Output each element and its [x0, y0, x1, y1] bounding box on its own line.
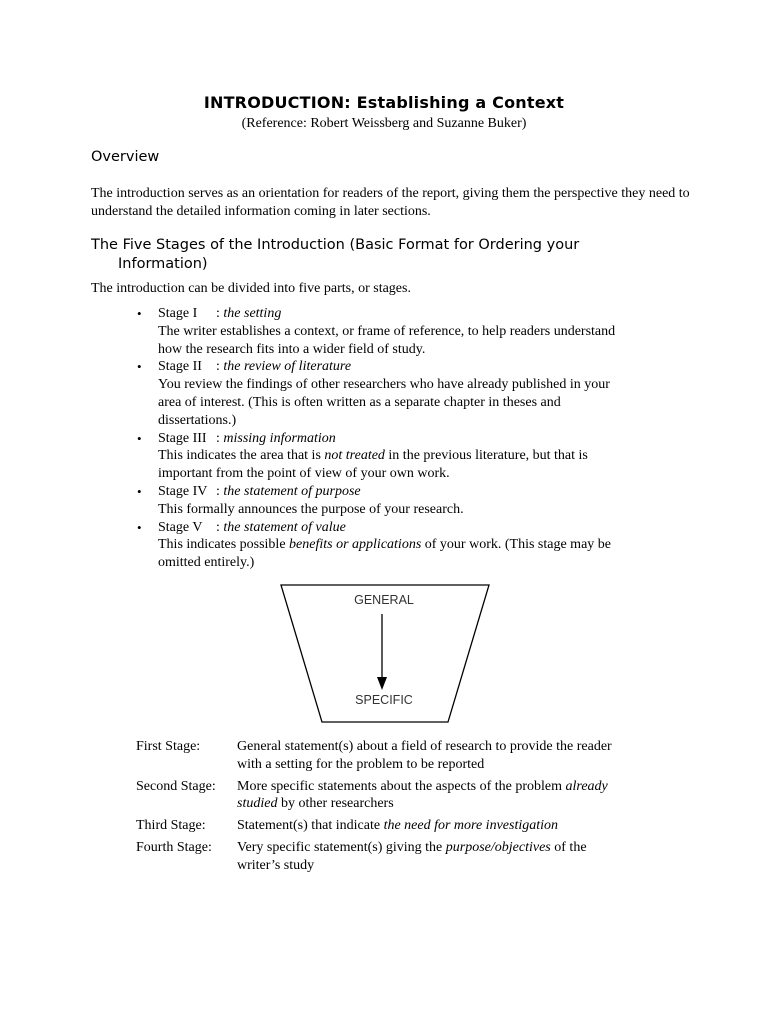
stage-list — [135, 305, 635, 572]
five-stages-heading-line2: Information) — [118, 256, 208, 272]
stage-table-row — [136, 738, 627, 778]
emphasis-text: the need for more investigation — [383, 818, 559, 834]
stage-label: Stage V — [158, 519, 203, 535]
description-text: More specific statements about the aspects of the problem — [237, 778, 566, 794]
stage-table-label: Fourth Stage: — [136, 839, 212, 855]
description-text: in the previous literature, but that is important from the point of view of your own work. — [158, 448, 588, 482]
stage-description — [158, 501, 635, 519]
stage-description-table — [136, 738, 627, 879]
stage-name: the statement of value — [223, 519, 346, 535]
stage-table-description — [237, 817, 627, 839]
stage-table-description — [237, 778, 627, 818]
stage-table-row — [136, 778, 627, 818]
stage-separator: : — [216, 483, 224, 499]
description-text: of your work. (This stage may be omitted entirely.) — [158, 537, 611, 571]
stage-separator: : — [216, 519, 224, 535]
description-text: Very specific statement(s) giving the — [237, 839, 446, 855]
stage-label: Stage I — [158, 306, 198, 321]
stage-label: Stage II — [158, 359, 202, 375]
description-text: Statement(s) that indicate — [237, 818, 384, 834]
five-stages-heading-line1: The Five Stages of the Introduction (Basic Format for Ordering your — [91, 237, 580, 253]
stage-description — [158, 323, 635, 359]
stage-description — [158, 536, 635, 572]
stage-table-description — [237, 738, 627, 778]
stage-list-item — [135, 430, 635, 483]
diagram-general-label: GENERAL — [354, 593, 414, 607]
bullet-icon: • — [137, 306, 142, 321]
emphasis-text: purpose/objectives — [445, 839, 551, 855]
stage-table-description — [237, 839, 627, 879]
stage-list-item — [135, 519, 635, 572]
stage-name: the review of literature — [223, 359, 352, 375]
stage-list-item — [135, 358, 635, 429]
stage-name: the setting — [223, 306, 282, 321]
description-text: General statement(s) about a field of research to provide the reader with a setting for the problem to be reported — [237, 739, 612, 772]
stage-table-row — [136, 839, 627, 879]
general-to-specific-diagram — [280, 584, 492, 724]
stage-table-label: First Stage: — [136, 739, 201, 754]
stage-label: Stage III — [158, 430, 207, 446]
emphasis-text: already studied — [237, 778, 608, 812]
description-text: This indicates possible — [158, 537, 290, 553]
page-title: INTRODUCTION: Establishing a Context — [203, 93, 565, 112]
emphasis-text: benefits or applications — [289, 537, 422, 553]
description-text: of the writer’s study — [237, 839, 587, 873]
overview-paragraph: The introduction serves as an orientation for readers of the report, giving them the perspective they need to understand the detailed information coming in later sections. — [91, 186, 690, 219]
diagram-specific-label: SPECIFIC — [355, 693, 413, 707]
reference-line: (Reference: Robert Weissberg and Suzanne Buker) — [241, 116, 527, 131]
stage-list-item — [135, 305, 635, 358]
stage-table-row — [136, 817, 627, 839]
stage-description — [158, 376, 635, 429]
emphasis-text: not treated — [324, 448, 385, 464]
overview-heading: Overview — [91, 149, 160, 165]
stage-name: missing information — [223, 430, 336, 446]
description-text: You review the findings of other researchers who have already published in your area of interest. (This is often written as a separate chapter in theses and dissertations.) — [158, 377, 610, 428]
description-text: This indicates the area that is — [158, 448, 325, 464]
stages-intro: The introduction can be divided into five parts, or stages. — [91, 281, 411, 296]
description-text: by other researchers — [277, 796, 394, 812]
stage-separator: : — [216, 359, 224, 375]
stage-name: the statement of purpose — [223, 483, 361, 499]
description-text: This formally announces the purpose of your research. — [158, 501, 464, 517]
stage-separator: : — [216, 306, 224, 321]
stage-label: Stage IV — [158, 483, 208, 499]
bullet-icon: • — [137, 430, 142, 446]
five-stages-heading — [91, 236, 711, 274]
stage-table-label: Third Stage: — [136, 818, 206, 834]
bullet-icon: • — [137, 519, 142, 535]
bullet-icon: • — [137, 483, 142, 499]
stage-separator: : — [216, 430, 224, 446]
stage-table-label: Second Stage: — [136, 778, 216, 794]
bullet-icon: • — [137, 359, 142, 375]
stage-list-item — [135, 483, 635, 519]
description-text: The writer establishes a context, or frame of reference, to help readers understand how the research fits into a wider field of study. — [158, 323, 616, 357]
stage-description — [158, 447, 635, 483]
